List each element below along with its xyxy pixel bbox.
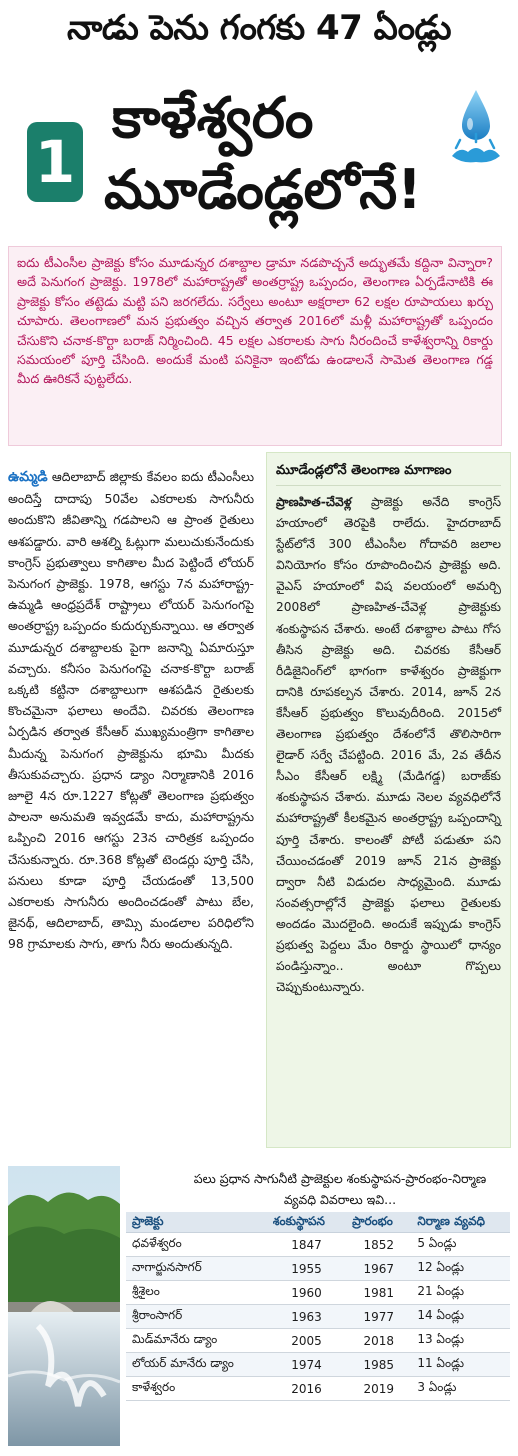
left-lead-word: ఉమ్మడి	[8, 469, 48, 485]
cell-start: 1981	[346, 1281, 411, 1305]
cell-foundation: 1963	[267, 1305, 346, 1329]
sidebar-lead-word: ప్రాణహిత-చేవెళ్ల	[276, 495, 352, 509]
headline-line-1: కాళేశ్వరం	[112, 86, 314, 151]
water-drop-icon	[446, 86, 506, 176]
header-project: ప్రాజెక్టు	[126, 1212, 267, 1233]
cell-start: 1977	[346, 1305, 411, 1329]
table-row	[126, 1329, 510, 1353]
cell-start: 2019	[346, 1377, 411, 1401]
cell-project: ధవళేశ్వరం	[126, 1233, 267, 1257]
sidebar-text: ప్రాజెక్టు అనేది కాంగ్రెస్ హయాంలో తెరపైకి రాలేదు. హైదరాబాద్ స్టేట్‌లోనే 300 టీఎంసీల గోదావరి జలాల వినియోగం కోసం రూపొందించిన ప్రాజెక్టు అది. వైఎస్ హయాంలో విష వలయంలో అమర్చి 2008లో ప్రాణహిత-చేవెళ్ల ప్రాజెక్టుకు శంకుస్థాపన చేశారు. అంటే దశాబ్దాల పాటు గోస తీసిన ప్రాజెక్టు అది. చివరకు కేసీఆర్ రీడిజైనింగ్‌లో భాగంగా కాళేశ్వరం ప్రాజెక్టుగా దానికి రూపకల్పన చేశారు. 2014, జూన్ 2న కేసీఆర్ ప్రభుత్వం కొలువుదీరింది. 2015లో తెలంగాణ ప్రభుత్వం దేశంలోనే తొలిసారిగా లైడార్ సర్వే చేపట్టింది. 2016 మే, 2వ తేదీన సీఎం కేసీఆర్ లక్ష్మి (మేడిగడ్డ) బరాజ్‌కు శంకుస్థాపన చేశారు. మూడు నెలల వ్యవధిలోనే మహారాష్ట్రతో కీలకమైన అంతర్రాష్ట్ర ఒప్పందాన్ని పూర్తి చేశారు. కాలంతో పోటీ పడుతూ పని చేయించడంతో 2019 జూన్ 21న ప్రాజెక్టు ద్వారా నీటి విడుదల సాధ్యమైంది. మూడు సంవత్సరాల్లోనే ప్రాజెక్టు ఫలాలు రైతులకు అందడం మొదలైంది. అందుకే ఇప్పుడు కాంగ్రెస్ ప్రభుత్వ పెద్దలు మేం రికార్డు స్థాయిలో ధాన్యం పండిస్తున్నాం.. అంటూ గొప్పలు చెప్పుకుంటున్నారు.	[276, 495, 501, 995]
cell-project: శ్రీశైలం	[126, 1281, 267, 1305]
table-header-row	[126, 1212, 510, 1233]
cell-project: లోయర్ మానేరు డ్యాం	[126, 1353, 267, 1377]
cell-duration: 13 ఏండ్లు	[411, 1329, 510, 1353]
cell-duration: 21 ఏండ్లు	[411, 1281, 510, 1305]
sidebar-story-box	[266, 452, 511, 1148]
cell-duration: 12 ఏండ్లు	[411, 1257, 510, 1281]
table-row	[126, 1257, 510, 1281]
table-row	[126, 1233, 510, 1257]
top-title: నాడు పెను గంగకు 47 ఏండ్లు	[67, 8, 451, 48]
cell-project: నాగార్జునసాగర్	[126, 1257, 267, 1281]
cell-foundation: 1955	[267, 1257, 346, 1281]
cell-project: మిడ్‌మానేరు డ్యాం	[126, 1329, 267, 1353]
cell-foundation: 2016	[267, 1377, 346, 1401]
cell-project: కాళేశ్వరం	[126, 1377, 267, 1401]
intro-box	[8, 246, 502, 446]
cell-foundation: 2005	[267, 1329, 346, 1353]
series-number-badge: 1	[27, 122, 83, 202]
header-duration: నిర్మాణ వ్యవధి	[411, 1212, 510, 1233]
cell-duration: 5 ఏండ్లు	[411, 1233, 510, 1257]
cell-start: 1852	[346, 1233, 411, 1257]
table-row	[126, 1377, 510, 1401]
cell-project: శ్రీరాంసాగర్	[126, 1305, 267, 1329]
left-article-column	[8, 466, 254, 955]
intro-text: ఐదు టీఎంసీల ప్రాజెక్టు కోసం మూడున్నర దశాబ్దాల డ్రామా నడపొచ్చనే అద్భుతమే కద్దినా విన్నారా? అదే పెనుగంగ ప్రాజెక్టు. 1978లో మహారాష్ట్రతో అంతర్రాష్ట్ర ఒప్పందం, తెలంగాణ ఏర్పడేనాటికి ఈ ప్రాజెక్టు కోసం తట్టెడు మట్టి పని జరగలేదు. సర్వేలు అంటూ అక్షరాలా 62 లక్షల రూపాయలు ఖర్చు చూపారు. తెలంగాణలో మన ప్రభుత్వం వచ్చిన తర్వాత 2016లో మళ్లీ మహారాష్ట్రతో ఒప్పందం చేసుకొని చనాక-కొర్టా బరాజ్ నిర్మించింది. 45 లక్షల ఎకరాలకు సాగు నీరందించే కాళేశ్వరాన్ని రికార్డు సమయంలో పూర్తి చేసింది. అందుకే మంటి పనికైనా ఇంటోడు ఉండాలనే సామెత తెలంగాణ గడ్డ మీద ఊరికనే పుట్టలేదు.	[17, 255, 493, 387]
left-column-text: ఆదిలాబాద్ జిల్లాకు కేవలం ఐదు టీఎంసీలు అందిస్తే దాదాపు 50వేల ఎకరాలకు సాగునీరు అందుకొని జీవితాన్ని గడపాలని ఆ ప్రాంత రైతులు ఆశపడ్డారు. వారి ఆశల్ని ఓట్లుగా మలుచుకునేందుకు కాంగ్రెస్ ప్రభుత్వాలు కాగితాల మీద పెట్టిందే లోయర్ పెనుగంగ ప్రాజెక్టు. 1978, ఆగస్టు 7న మహారాష్ట్ర-ఉమ్మడి ఆంధ్రప్రదేశ్ రాష్ట్రాలు లోయర్ పెనుగంగపై అంతర్రాష్ట్ర ఒప్పందం కుదుర్చుకున్నాయి. ఆ తర్వాత మూడున్నర దశాబ్దాలకు పైగా జనాన్ని ఏమారుస్తూ వచ్చారు. కనీసం పెనుగంగపై చనాక-కొర్టా బరాజ్ ఒక్కటి కట్టినా దశాబ్దాలుగా ఆశపడిన రైతులకు కొంచమైనా ఫలాలు అందేవి. చివరకు తెలంగాణ ఏర్పడిన తర్వాత కేసీఆర్ ముఖ్యమంత్రిగా కాగితాల మీదున్న పెనుగంగ ప్రాజెక్టును భూమి మీదకు తీసుకువచ్చారు. ప్రధాన డ్యాం నిర్మాణానికి 2016 జూలై 4న రూ.1227 కోట్లతో తెలంగాణ ప్రభుత్వం పాలనా అనుమతి ఇవ్వడమే కాదు, మహారాష్ట్రను ఒప్పించి 2016 ఆగస్టు 23న చారిత్రక ఒప్పందం చేసుకున్నారు. రూ.368 కోట్లతో టెండర్లు పూర్తి చేసి, పనులు కూడా పూర్తి చేయడంతో 13,500 ఎకరాలకు సాగునీరు అందించడంతో పాటు బేల, జైనథ్, ఆదిలాబాద్, తామ్సి మండలాల పరిధిలోని 98 గ్రామాలకు సాగు, తాగు నీరు అందుతున్నది.	[8, 469, 254, 952]
left-column-paragraph	[8, 466, 254, 955]
table-title: పలు ప్రధాన సాగునీటి ప్రాజెక్టుల శంకుస్థాపన-ప్రారంభం-నిర్మాణ వ్యవధి వివరాలు ఇవి...	[193, 1171, 487, 1207]
cell-foundation: 1960	[267, 1281, 346, 1305]
header-foundation: శంకుస్థాపన	[267, 1212, 346, 1233]
cell-foundation: 1847	[267, 1233, 346, 1257]
sidebar-title: మూడేండ్లలోనే తెలంగాణ మాగాణం	[276, 461, 501, 486]
cell-start: 1967	[346, 1257, 411, 1281]
headline-line-2: మూడేండ్లలోనే!	[104, 158, 422, 221]
table-row	[126, 1353, 510, 1377]
cell-start: 2018	[346, 1329, 411, 1353]
cell-duration: 11 ఏండ్లు	[411, 1353, 510, 1377]
table-row	[126, 1305, 510, 1329]
cell-duration: 14 ఏండ్లు	[411, 1305, 510, 1329]
cell-start: 1985	[346, 1353, 411, 1377]
header-start: ప్రారంభం	[346, 1212, 411, 1233]
table-row	[126, 1281, 510, 1305]
projects-table	[126, 1212, 510, 1401]
cell-foundation: 1974	[267, 1353, 346, 1377]
cell-duration: 3 ఏండ్లు	[411, 1377, 510, 1401]
dam-photo	[8, 1166, 120, 1446]
sidebar-paragraph	[276, 492, 501, 998]
